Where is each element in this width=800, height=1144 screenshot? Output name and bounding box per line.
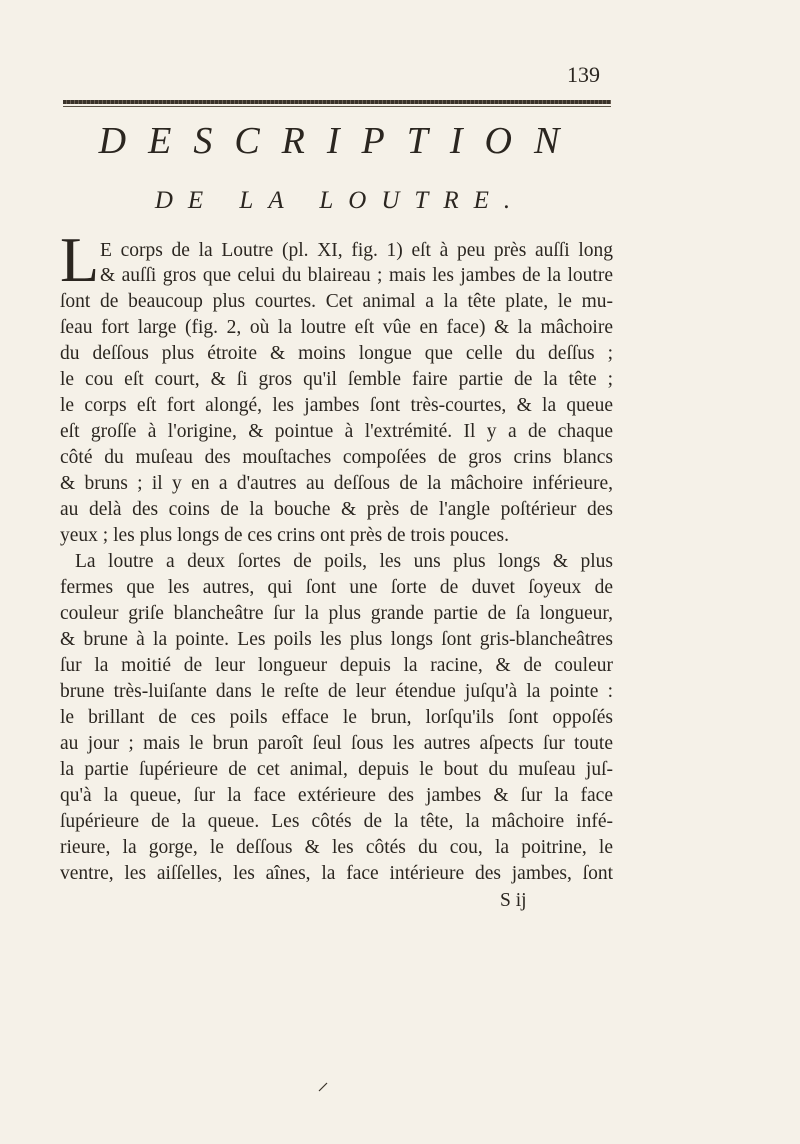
drop-cap: L bbox=[60, 224, 100, 295]
text-line: yeux ; les plus longs de ces crins ont près de trois pouces. bbox=[60, 525, 509, 546]
text-line: qu'à la queue, ſur la face extérieure des jambes & ſur la face bbox=[60, 785, 613, 806]
text-line: le brillant de ces poils efface le brun, lorſqu'ils ſont oppoſés bbox=[60, 707, 613, 728]
text-line: le corps eſt fort alongé, les jambes ſont très-courtes, & la queue bbox=[60, 395, 613, 416]
text-line: E corps de la Loutre (pl. XI, fig. 1) eſt à peu près auſſi long bbox=[100, 240, 613, 261]
text-line: brune très-luiſante dans le reſte de leur étendue juſqu'à la pointe : bbox=[60, 681, 613, 702]
text-line: la partie ſupérieure de cet animal, depuis le bout du muſeau juſ- bbox=[60, 759, 613, 780]
text-line: ſeau fort large (fig. 2, où la loutre eſt vûe en face) & la mâchoire bbox=[60, 317, 613, 338]
signature-mark: S ij bbox=[500, 890, 527, 911]
text-line: ventre, les aiſſelles, les aînes, la face intérieure des jambes, ſont bbox=[60, 863, 613, 884]
ornamental-rule bbox=[63, 100, 611, 108]
text-line: & auſſi gros que celui du blaireau ; mais les jambes de la loutre bbox=[100, 265, 613, 286]
page-number: 139 bbox=[567, 62, 600, 87]
ink-mark bbox=[318, 1082, 328, 1092]
page-subtitle: DE LA LOUTRE. bbox=[154, 187, 526, 214]
text-line: & bruns ; il y en a d'autres au deſſous de la mâchoire inférieure, bbox=[60, 473, 613, 494]
text-line: au delà des coins de la bouche & près de l'angle poſtérieur des bbox=[60, 499, 613, 520]
page-title: DESCRIPTION bbox=[98, 120, 582, 162]
text-line: côté du muſeau des mouſtaches compoſées de gros crins blancs bbox=[60, 447, 613, 468]
text-line: ſur la moitié de leur longueur depuis la racine, & de couleur bbox=[60, 655, 613, 676]
text-line: eſt groſſe à l'origine, & pointue à l'extrémité. Il y a de chaque bbox=[60, 421, 613, 442]
text-line: rieure, la gorge, le deſſous & les côtés du cou, la poitrine, le bbox=[60, 837, 613, 858]
text-line: couleur griſe blancheâtre ſur la plus grande partie de ſa longueur, bbox=[60, 603, 613, 624]
text-line: & brune à la pointe. Les poils les plus longs ſont gris-blancheâtres bbox=[60, 629, 613, 650]
text-line: ſont de beaucoup plus courtes. Cet animal a la tête plate, le mu- bbox=[60, 291, 613, 312]
text-line: fermes que les autres, qui ſont une ſorte de duvet ſoyeux de bbox=[60, 577, 613, 598]
text-line: au jour ; mais le brun paroît ſeul ſous les autres aſpects ſur toute bbox=[60, 733, 613, 754]
text-line: ſupérieure de la queue. Les côtés de la tête, la mâchoire infé- bbox=[60, 811, 613, 832]
text-line: La loutre a deux ſortes de poils, les uns plus longs & plus bbox=[75, 551, 613, 572]
text-line: le cou eſt court, & ſi gros qu'il ſemble faire partie de la tête ; bbox=[60, 369, 613, 390]
text-line: du deſſous plus étroite & moins longue que celle du deſſus ; bbox=[60, 343, 613, 364]
